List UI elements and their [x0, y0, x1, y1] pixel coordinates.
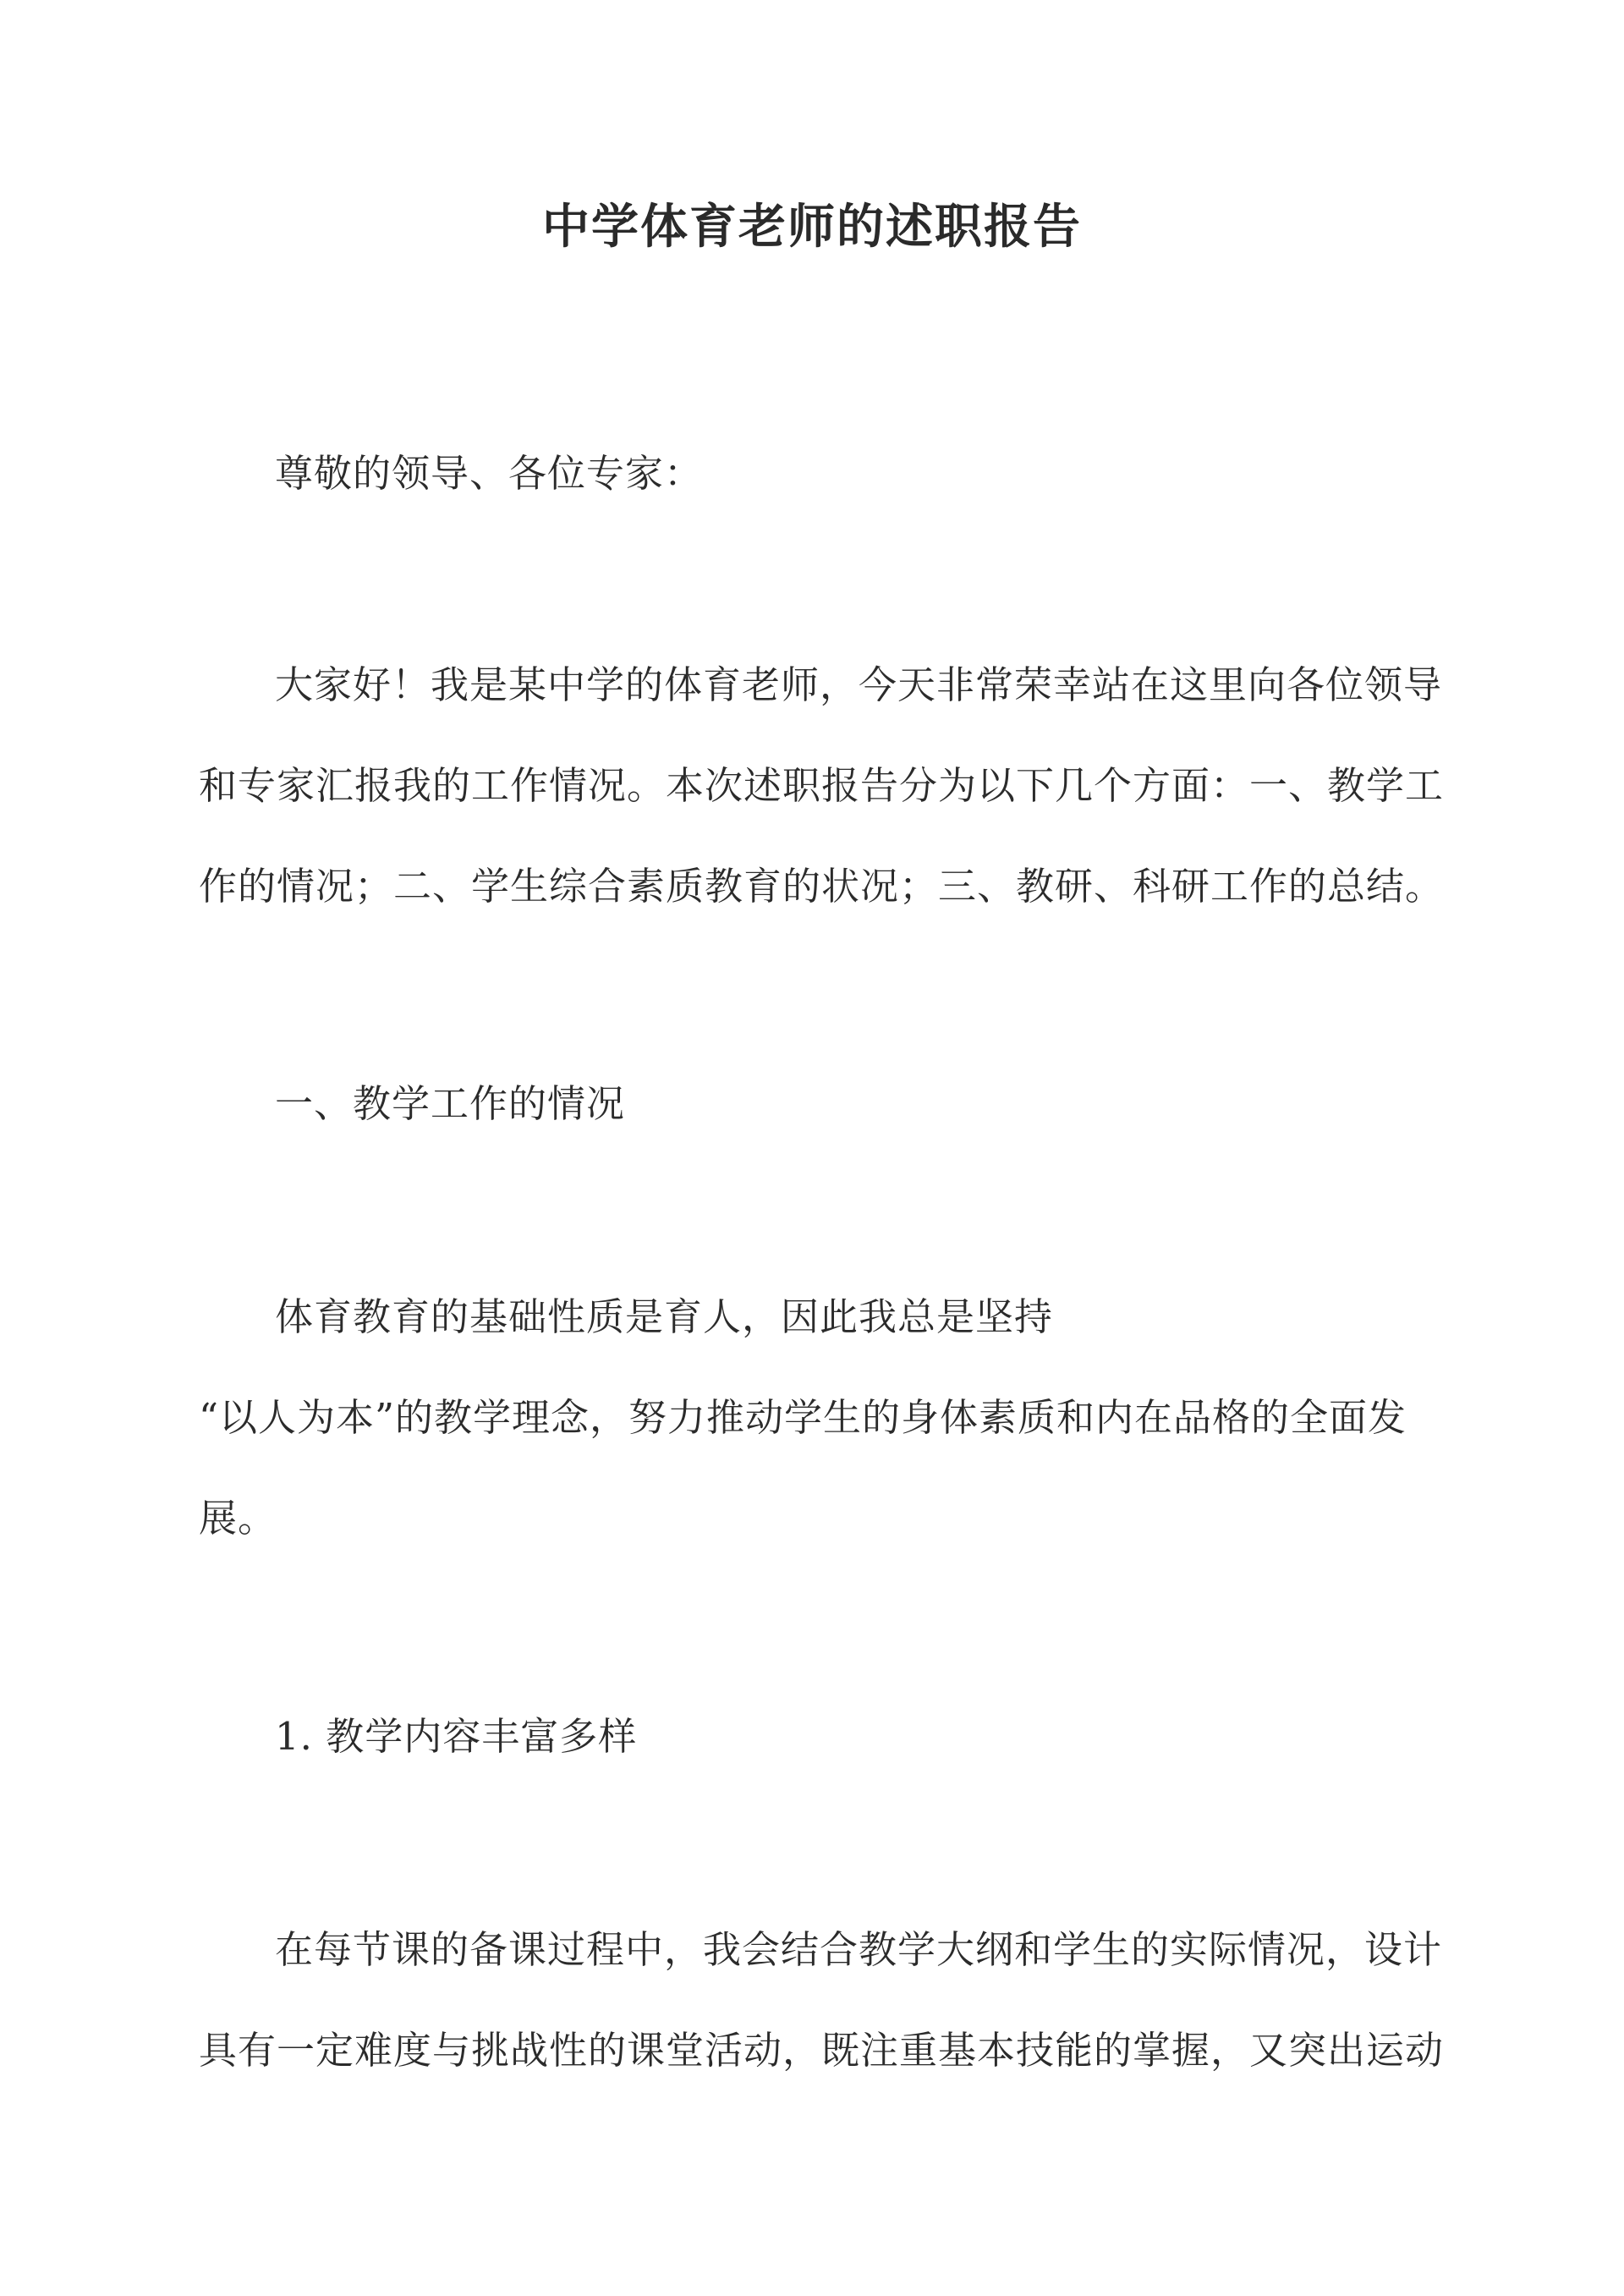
subsection-1-heading — [199, 1686, 1425, 1787]
intro-paragraph — [199, 634, 1445, 937]
intro-line: 大家好！我是某中学的体育老师，今天非常荣幸站在这里向各位领导 — [275, 662, 1443, 707]
subsection-1-heading-text: 1. 教学内容丰富多样 — [275, 1714, 638, 1759]
salutation-text: 尊敬的领导、各位专家： — [275, 451, 704, 496]
salutation — [199, 423, 1425, 524]
section-1-paragraph — [199, 1266, 1425, 1568]
subsection-1-line: 在每节课的备课过程中，我会结合教学大纲和学生的实际情况，设计 — [275, 1927, 1443, 1972]
section-1-line: 展。 — [199, 1496, 277, 1541]
section-1-heading-text: 一、教学工作的情况 — [275, 1081, 626, 1126]
section-1-heading — [199, 1053, 1425, 1154]
section-1-line: 体育教育的基础性质是育人，因此我总是坚持 — [275, 1294, 1054, 1339]
intro-line: 和专家汇报我的工作情况。本次述职报告分为以下几个方面：一、教学工 — [199, 763, 1445, 808]
subsection-1-line: 具有一定难度与挑战性的课堂活动，既注重基本技能的掌握，又突出运动 — [199, 2028, 1445, 2073]
intro-line: 作的情况；二、学生综合素质教育的状况；三、教研、科研工作的总结。 — [199, 864, 1445, 909]
section-1-line: “以人为本”的教学理念，努力推动学生的身体素质和内在品格的全面发 — [199, 1395, 1407, 1440]
document-title: 中学体育老师的述职报告 — [542, 199, 1082, 255]
subsection-1-paragraph — [199, 1899, 1445, 2101]
